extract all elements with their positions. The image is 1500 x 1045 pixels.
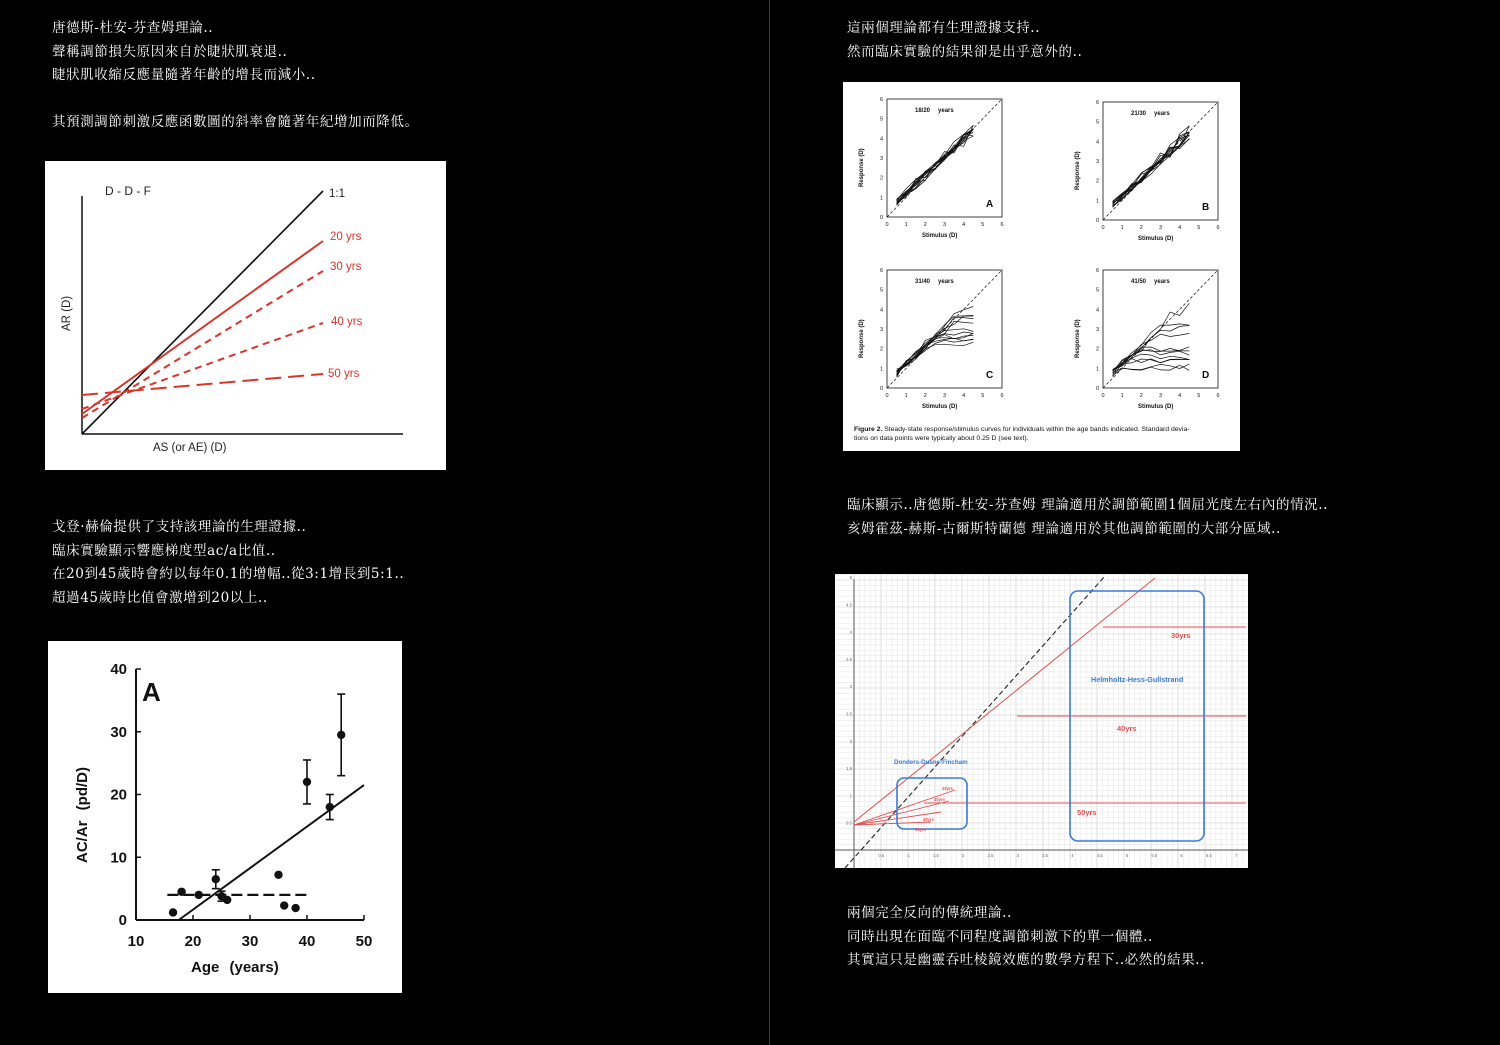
figure2-y-label: Response (D)	[859, 148, 865, 187]
ddf-series-50yrs	[82, 374, 323, 395]
text-line: 聲稱調節損失原因來自於睫狀肌衰退..	[52, 43, 288, 60]
figure2-y-tick: 6	[879, 268, 883, 274]
left-paragraph-2	[52, 516, 404, 610]
figure2-x-tick: 0	[885, 393, 889, 399]
figure2-caption-line1: Figure 2. Steady-state response/stimulus curves for individuals within the age bands indicated. Standard devia-	[854, 426, 1190, 433]
figure2-x-tick: 1	[1120, 393, 1124, 399]
grid-label-hhg: Helmholtz-Hess-Gullstrand	[1091, 675, 1184, 684]
left-paragraph-1	[52, 17, 419, 135]
figure2-x-tick: 4	[962, 393, 966, 399]
page-divider	[769, 0, 770, 1045]
acar-y-tick-label: 10	[110, 849, 127, 867]
grid-x-tick: 5	[1125, 853, 1129, 858]
grid-y-tick: 2.5	[846, 711, 852, 717]
acar-point	[303, 778, 311, 786]
figure2-x-tick: 4	[1178, 225, 1182, 231]
figure2-x-tick: 2	[1139, 393, 1143, 399]
figure2-x-tick: 4	[962, 222, 966, 228]
ddf-label-1-1: 1:1	[329, 188, 345, 200]
grid-x-tick: 4.5	[1096, 853, 1103, 858]
figure2-y-tick: 2	[879, 346, 883, 353]
figure2-x-label: Stimulus (D)	[1138, 236, 1174, 242]
figure2-x-tick: 2	[1139, 225, 1143, 231]
acar-point	[223, 896, 231, 904]
figure2-x-tick: 0	[885, 222, 889, 228]
figure2-y-tick: 3	[879, 327, 883, 333]
grid-small-20yrs: 20yrs	[942, 786, 953, 791]
figure2-y-tick: 6	[879, 97, 883, 103]
figure2-x-tick: 1	[904, 393, 908, 399]
grid-y-tick: 0.5	[846, 820, 852, 826]
acar-chart	[48, 641, 402, 993]
text-line: 然而臨床實驗的結果卻是出乎意外的..	[847, 43, 1083, 60]
figure2-x-tick: 3	[942, 393, 947, 399]
figure2-y-tick: 4	[879, 136, 883, 143]
figure2-subplot-a	[859, 97, 1004, 239]
figure2-x-tick: 4	[1178, 393, 1182, 399]
figure2-x-tick: 3	[942, 222, 947, 228]
figure2-y-tick: 4	[1095, 307, 1099, 314]
figure2-y-tick: 6	[1095, 268, 1099, 274]
ddf-label-50yrs: 50 yrs	[328, 368, 360, 380]
acar-x-tick-label: 10	[127, 933, 145, 950]
figure2-y-label: Response (D)	[1075, 319, 1081, 358]
figure2-y-tick: 1	[879, 195, 883, 202]
acar-y-tick-label: 40	[110, 661, 127, 678]
right-paragraph-2	[847, 494, 1328, 541]
grid-y-tick: 3	[849, 684, 852, 690]
text-line: 睫狀肌收縮反應量隨著年齡的增長而減小..	[52, 67, 316, 83]
figure2-y-tick: 2	[879, 175, 883, 182]
figure2-x-label: Stimulus (D)	[1138, 404, 1174, 410]
figure2-x-tick: 1	[1120, 225, 1124, 231]
text-line: 臨床實驗顯示響應梯度型ac/a比值..	[52, 542, 276, 559]
text-line: 超過45歲時比值會激增到20以上..	[52, 589, 268, 606]
figure2-plots	[843, 82, 1240, 451]
figure2-y-tick: 0	[879, 215, 883, 221]
figure2-x-tick: 5	[981, 222, 985, 228]
grid-x-tick: 2.5	[987, 853, 994, 858]
text-line: 在20到45歲時會約以每年0.1的增幅..從3:1增長到5:1..	[52, 566, 405, 582]
grid-y-tick: 4	[849, 629, 852, 635]
ddf-series-20yrs	[82, 241, 323, 414]
grid-x-tick: 6.5	[1205, 853, 1212, 858]
figure2-x-tick: 0	[1101, 225, 1105, 231]
figure2-y-tick: 6	[1095, 100, 1099, 106]
grid-red-fan-20	[854, 790, 955, 825]
figure2-caption-line2: tions on data points were typically about 0.25 D (see text).	[854, 435, 1029, 442]
ddf-label-40yrs: 40 yrs	[331, 316, 363, 328]
grid-y-tick: 2	[849, 738, 852, 744]
ddf-y-label: AR (D)	[61, 295, 73, 331]
acar-x-tick-label: 20	[184, 933, 202, 950]
text-line: 同時出現在面臨不同程度調節刺激下的單一個體..	[847, 928, 1153, 945]
grid-x-tick: 2	[962, 853, 965, 858]
figure2-x-tick: 2	[923, 222, 927, 228]
figure2-subplot-c	[859, 268, 1004, 410]
figure2-panel-letter: C	[986, 370, 994, 381]
grid-small-30yrs: 30yrs	[934, 797, 945, 802]
grid-x-tick: 1	[907, 853, 910, 858]
grid-x-tick: 1.5	[932, 853, 939, 858]
acar-point	[177, 888, 185, 896]
figure2-x-tick: 3	[1158, 393, 1163, 399]
figure2-y-tick: 2	[1095, 178, 1099, 185]
acar-point	[326, 803, 334, 811]
figure2-x-tick: 5	[1197, 393, 1201, 399]
acar-point	[337, 731, 345, 739]
right-paragraph-3	[847, 902, 1205, 973]
text-line: 這兩個理論都有生理證據支持..	[847, 20, 1041, 36]
grid-x-tick: 0.5	[878, 853, 885, 858]
grid-x-tick: 3	[1016, 853, 1019, 858]
grid-y-tick: 1.5	[846, 766, 852, 772]
acar-point	[274, 871, 282, 879]
grid-label-ddf: Donders-Duane-Fincham	[894, 759, 968, 766]
ddf-chart	[45, 161, 446, 470]
figure2-x-tick: 2	[923, 393, 927, 399]
figure2-y-tick: 0	[1095, 386, 1099, 392]
figure2-y-tick: 1	[1095, 366, 1099, 373]
acar-point	[280, 901, 288, 909]
figure2-response-curve	[897, 329, 974, 376]
text-line: 兩個完全反向的傳統理論..	[847, 905, 1012, 921]
grid-x-tick: 3.5	[1042, 853, 1049, 858]
acar-y-tick-label: 20	[110, 786, 127, 804]
text-line: 其實這只是幽靈吞吐棱鏡效應的數學方程下..必然的結果..	[847, 952, 1205, 968]
figure2-age-band: 41/50 years	[1131, 279, 1170, 285]
grid-plot	[835, 574, 1248, 868]
figure2-panel-letter: B	[1202, 202, 1210, 213]
grid-x-tick: 4	[1071, 853, 1074, 858]
figure2-subplot-b	[1075, 100, 1220, 242]
acar-x-tick-label: 50	[355, 933, 373, 950]
text-line: 其預測調節刺激反應函數圖的斜率會隨著年紀增加而降低。	[52, 114, 419, 130]
acar-x-tick-label: 40	[298, 933, 316, 950]
figure2-y-tick: 1	[1095, 198, 1099, 205]
acar-y-tick-label: 30	[110, 723, 127, 741]
acar-point	[195, 891, 203, 899]
figure2-y-tick: 4	[1095, 139, 1099, 146]
acar-x-label: Age (years)	[191, 959, 279, 976]
figure2-age-band: 21/30 years	[1131, 111, 1170, 117]
grid-x-tick: 5.5	[1151, 853, 1158, 858]
acar-plot	[48, 641, 402, 993]
grid-label-50yrs: 50yrs	[1077, 808, 1097, 817]
grid-y-tick: 5	[849, 575, 852, 580]
text-line: 唐德斯-杜安-芬查姆理論..	[52, 20, 214, 36]
figure2-panel-letter: A	[986, 199, 994, 210]
text-line: 戈登·赫倫提供了支持該理論的生理證據..	[52, 519, 307, 535]
ddf-series-1-1	[82, 191, 323, 434]
figure2-x-tick: 6	[1216, 393, 1220, 399]
figure2-y-tick: 4	[879, 307, 883, 314]
text-line: 亥姆霍茲-赫斯-古爾斯特蘭德 理論適用於其他調節範圍的大部分區域..	[847, 520, 1281, 537]
grid-x-tick: 6	[1180, 853, 1183, 858]
figure2-y-tick: 3	[1095, 327, 1099, 333]
grid-y-tick: 4.5	[846, 602, 852, 608]
figure2-x-tick: 6	[1000, 393, 1004, 399]
figure2-y-tick: 0	[879, 386, 883, 392]
figure2-x-label: Stimulus (D)	[922, 404, 958, 410]
figure2-age-band: 31/40 years	[915, 279, 954, 285]
grid-small-50yrs: 50yrs	[915, 827, 926, 832]
acar-point	[212, 875, 220, 883]
grid-label-30yrs: 30yrs	[1171, 631, 1191, 640]
grid-y-tick: 1	[849, 793, 852, 799]
text-line: 臨床顯示..唐德斯-杜安-芬查姆 理論適用於調節範圍1個屈光度左右內的情況..	[847, 497, 1329, 513]
figure2-x-tick: 3	[1158, 225, 1163, 231]
right-paragraph-1	[847, 17, 1082, 64]
figure2-y-tick: 1	[879, 366, 883, 373]
acar-y-tick-label: 0	[118, 912, 127, 929]
acar-point	[291, 904, 299, 912]
grid-small-40yrs: 40yrs	[923, 817, 934, 822]
figure2-response-curve	[897, 342, 974, 369]
text-line	[52, 88, 419, 112]
figure2-panel	[843, 82, 1240, 451]
acar-fit-line	[179, 785, 364, 920]
figure2-unity-line	[887, 270, 1002, 388]
figure2-y-tick: 2	[1095, 346, 1099, 353]
grid-x-tick: 7	[1235, 853, 1238, 858]
figure2-x-label: Stimulus (D)	[922, 233, 958, 239]
acar-x-tick-label: 30	[241, 933, 259, 950]
figure2-y-label: Response (D)	[1075, 151, 1081, 190]
figure2-x-tick: 5	[981, 393, 985, 399]
figure2-panel-letter: D	[1202, 370, 1210, 381]
figure2-response-curve	[1113, 126, 1190, 202]
acar-y-label: AC/Ar (pd/D)	[74, 767, 91, 863]
figure2-y-tick: 0	[1095, 218, 1099, 224]
figure2-x-tick: 6	[1216, 225, 1220, 231]
figure2-y-tick: 5	[1095, 287, 1099, 294]
acar-panel-label: A	[142, 677, 161, 707]
ddf-title: D - D - F	[105, 184, 151, 198]
ddf-x-label: AS (or AE) (D)	[153, 442, 227, 454]
ddf-label-30yrs: 30 yrs	[330, 261, 362, 273]
grid-label-40yrs: 40yrs	[1117, 724, 1137, 733]
acar-point	[169, 908, 177, 916]
figure2-age-band: 18/20 years	[915, 108, 954, 114]
figure2-response-curve	[1113, 139, 1190, 205]
figure2-x-tick: 1	[904, 222, 908, 228]
grid-y-tick: 3.5	[846, 656, 852, 662]
figure2-y-tick: 5	[879, 116, 883, 123]
figure2-y-tick: 3	[1095, 159, 1099, 165]
figure2-y-tick: 5	[879, 287, 883, 294]
figure2-y-label: Response (D)	[859, 319, 865, 358]
figure2-x-tick: 6	[1000, 222, 1004, 228]
grid-chart	[835, 574, 1248, 868]
figure2-x-tick: 0	[1101, 393, 1105, 399]
figure2-subplot-d	[1075, 268, 1220, 410]
figure2-y-tick: 5	[1095, 119, 1099, 126]
figure2-y-tick: 3	[879, 156, 883, 162]
figure2-x-tick: 5	[1197, 225, 1201, 231]
ddf-series-40yrs	[82, 323, 323, 409]
ddf-label-20yrs: 20 yrs	[330, 231, 362, 243]
